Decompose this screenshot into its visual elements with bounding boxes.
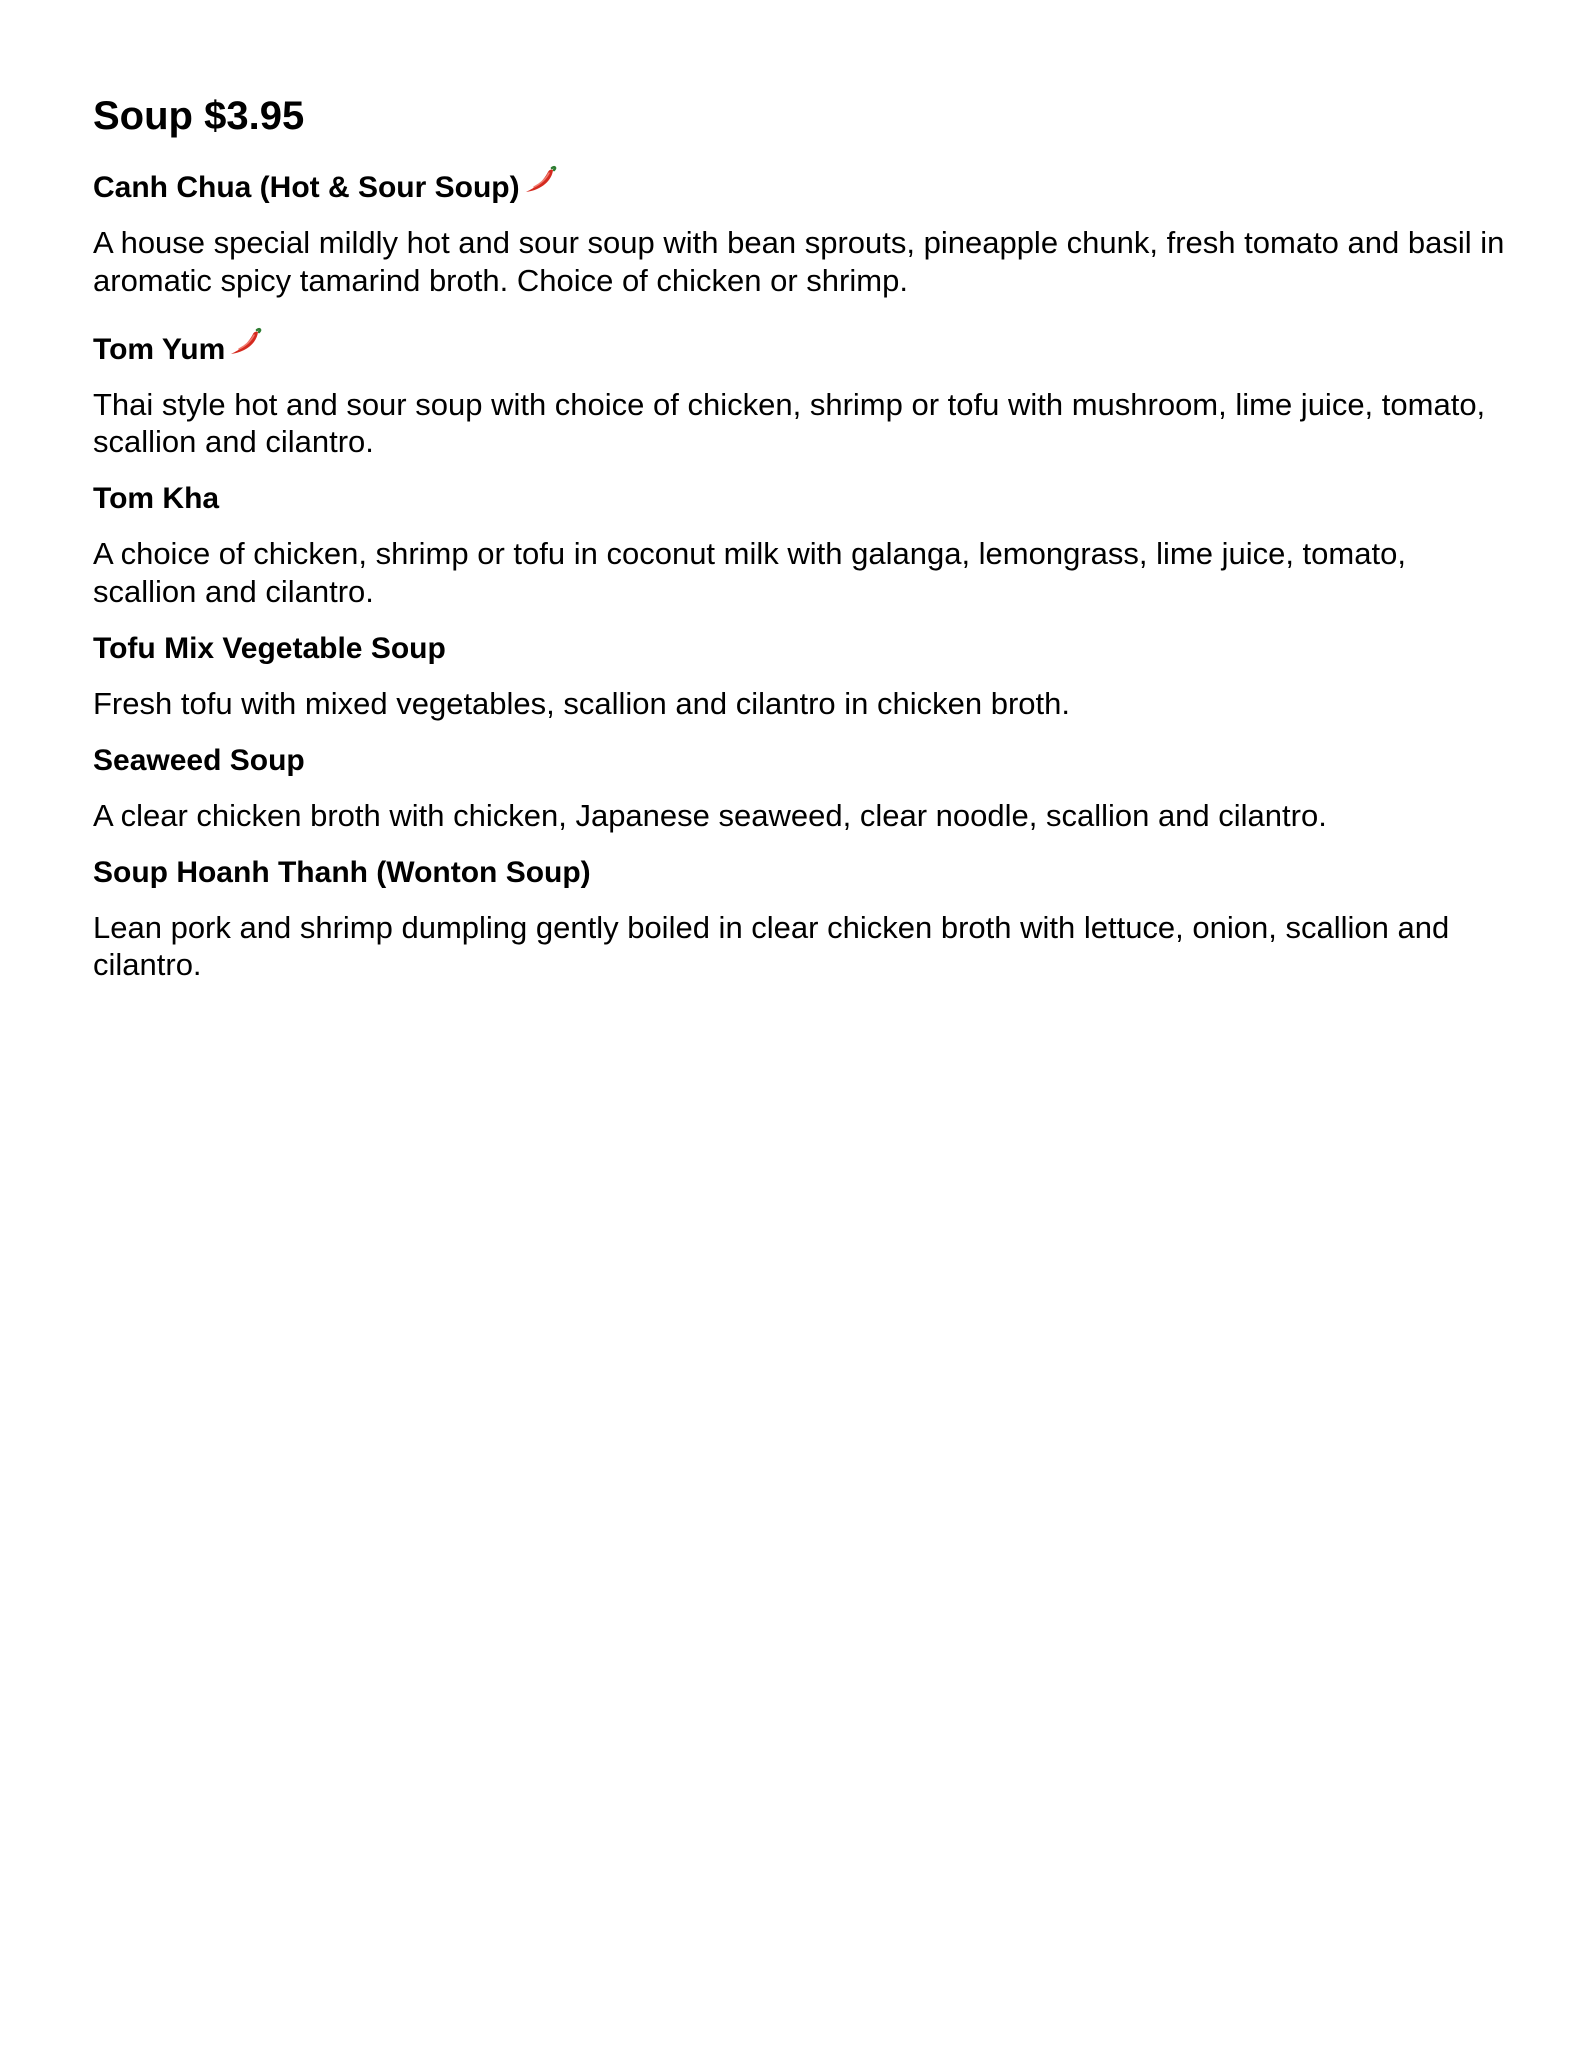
- menu-item-canh-chua: [93, 170, 1513, 300]
- menu-item-tom-yum: [93, 332, 1513, 462]
- menu-item-description: Thai style hot and sour soup with choice of chicken, shrimp or tofu with mushroom, lime juice, tomato, scallion and cilantro.: [93, 386, 1486, 460]
- chili-pepper-icon: [227, 324, 263, 360]
- menu-item-wonton: [93, 855, 1513, 985]
- menu-item-seaweed: [93, 743, 1513, 835]
- menu-item-name: Soup Hoanh Thanh (Wonton Soup): [93, 855, 591, 889]
- menu-item-name-text: Canh Chua (Hot & Sour Soup): [93, 171, 520, 204]
- menu-item-name: Tofu Mix Vegetable Soup: [93, 631, 446, 665]
- menu-item-description: Lean pork and shrimp dumpling gently boiled in clear chicken broth with lettuce, onion, scallion and cilantro.: [93, 909, 1450, 983]
- menu-item-description: A choice of chicken, shrimp or tofu in coconut milk with galanga, lemongrass, lime juice, tomato, scallion and cilantro.: [93, 536, 1406, 610]
- menu-item-description: A clear chicken broth with chicken, Japanese seaweed, clear noodle, scallion and cilantro.: [93, 797, 1327, 833]
- menu-item-name: [93, 332, 1513, 368]
- section-title: Soup $3.95: [93, 94, 305, 138]
- menu-item-name: [93, 170, 1513, 206]
- menu-item-description: Fresh tofu with mixed vegetables, scallion and cilantro in chicken broth.: [93, 685, 1070, 721]
- menu-item-name: Tom Kha: [93, 482, 220, 516]
- menu-page: [93, 92, 1513, 1004]
- menu-item-name: Seaweed Soup: [93, 743, 305, 777]
- menu-item-tofu-mix-vegetable: [93, 631, 1513, 723]
- menu-item-name-text: Tom Yum: [93, 332, 226, 366]
- chili-pepper-icon: [522, 162, 558, 198]
- menu-item-tom-kha: [93, 481, 1513, 611]
- menu-item-description: A house special mildly hot and sour soup with bean sprouts, pineapple chunk, fresh tomato and basil in aromatic spicy tamarind broth. Choice of chicken or shrimp.: [93, 225, 1505, 298]
